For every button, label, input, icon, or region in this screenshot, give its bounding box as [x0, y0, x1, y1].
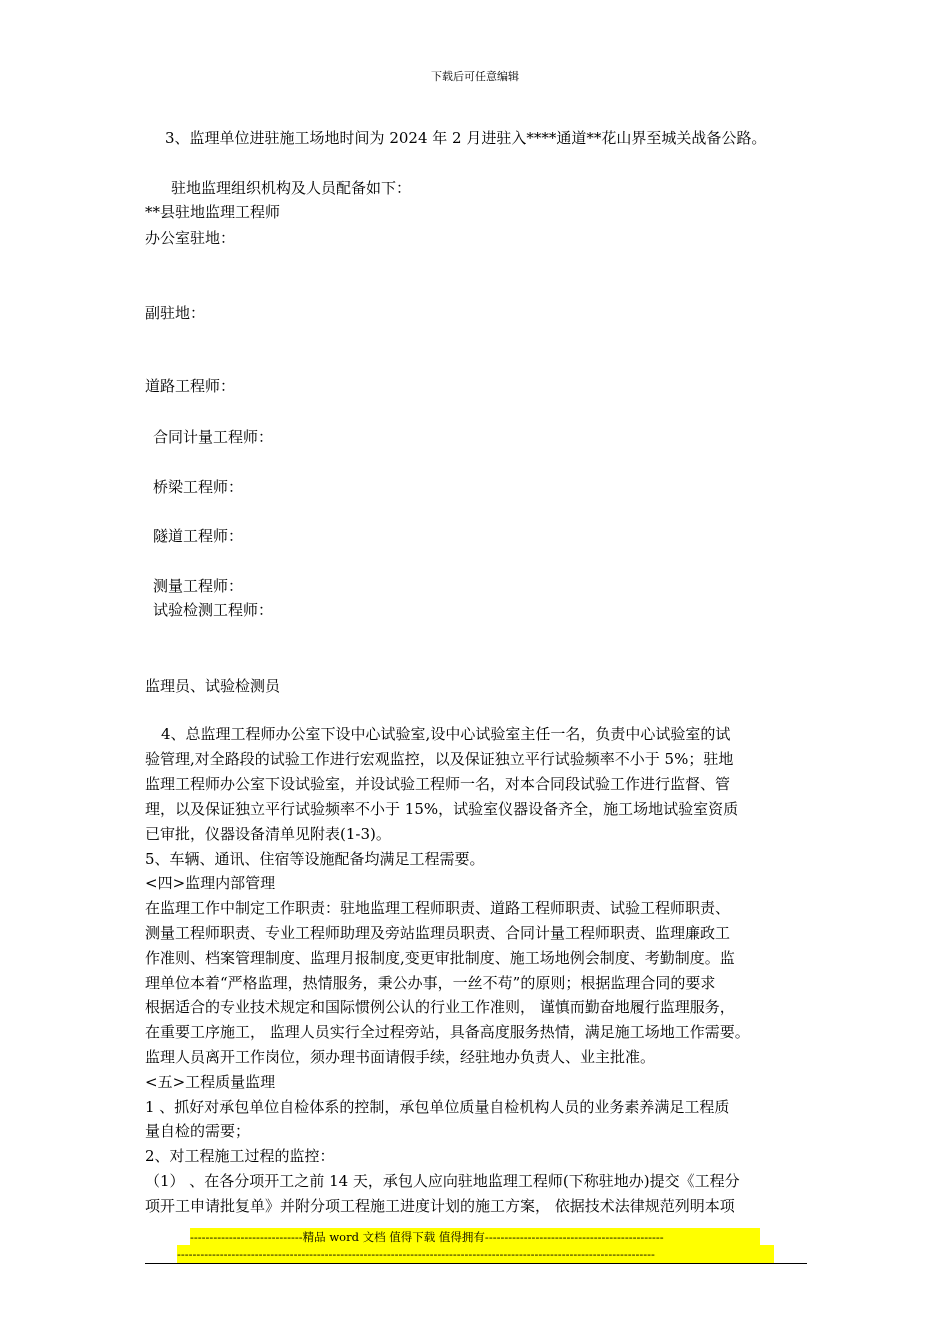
paragraph-line: 5、车辆、通讯、住宿等设施配备均满足工程需要。 — [145, 850, 485, 868]
paragraph-line: 3、监理单位进驻施工场地时间为 2024 年 2 月进驻入****通道**花山界至城关战备公路。 — [165, 129, 767, 147]
paragraph-line: 监理员、试验检测员 — [145, 677, 281, 695]
paragraph-line: 已审批，仪器设备清单见附表(1-3)。 — [145, 825, 391, 843]
paragraph-line: 验管理,对全路段的试验工作进行宏观监控，以及保证独立平行试验频率不小于 5%；驻地 — [145, 750, 734, 768]
section-heading: <四>监理内部管理 — [145, 874, 276, 892]
page-header: 下载后可任意编辑 — [431, 70, 519, 83]
paragraph-line: 隧道工程师： — [153, 527, 244, 545]
paragraph-line: 在监理工作中制定工作职责：驻地监理工程师职责、道路工程师职责、试验工程师职责、 — [145, 899, 731, 917]
paragraph-line: **县驻地监理工程师 — [145, 203, 281, 221]
paragraph-line: 桥梁工程师： — [153, 478, 244, 496]
footer-rule — [145, 1263, 807, 1264]
paragraph-line: 4、总监理工程师办公室下设中心试验室,设中心试验室主任一名，负责中心试验室的试 — [161, 725, 731, 743]
paragraph-line: 监理人员离开工作岗位，须办理书面请假手续，经驻地办负责人、业主批准。 — [145, 1048, 656, 1066]
paragraph-line: 在重要工序施工， 监理人员实行全过程旁站，具备高度服务热情，满足施工场地工作需要。 — [145, 1023, 750, 1041]
paragraph-line: （1） 、在各分项开工之前 14 天，承包人应向驻地监理工程师(下称驻地办)提交《工程分 — [145, 1172, 740, 1190]
paragraph-line: 项开工申请批复单》并附分项工程施工进度计划的施工方案， 依据技术法律规范列明本项 — [145, 1197, 735, 1215]
paragraph-line: 副驻地： — [145, 304, 206, 322]
paragraph-line: 驻地监理组织机构及人员配备如下： — [171, 179, 412, 197]
footer-banner-dashes: --------------------------------------------------------------------------------------------------------------------------- — [177, 1245, 774, 1263]
paragraph-line: 测量工程师职责、专业工程师助理及旁站监理员职责、合同计量工程师职责、监理廉政工 — [145, 924, 731, 942]
paragraph-line: 2、对工程施工过程的监控： — [145, 1147, 335, 1165]
paragraph-line: 量自检的需要； — [145, 1122, 251, 1140]
paragraph-line: 试验检测工程师： — [153, 601, 274, 619]
paragraph-line: 监理工程师办公室下设试验室，并设试验工程师一名，对本合同段试验工作进行监督、管 — [145, 775, 731, 793]
paragraph-line: 合同计量工程师： — [153, 428, 274, 446]
footer-banner: -----------------------------精品 word 文档 值得下载 值得拥有---------------------------------------------- — [190, 1228, 760, 1246]
paragraph-line: 1 、抓好对承包单位自检体系的控制，承包单位质量自检机构人员的业务素养满足工程质 — [145, 1098, 730, 1116]
paragraph-line: 道路工程师： — [145, 377, 236, 395]
paragraph-line: 理单位本着“严格监理，热情服务，秉公办事，一丝不苟”的原则；根据监理合同的要求 — [145, 974, 716, 992]
section-heading: <五>工程质量监理 — [145, 1073, 276, 1091]
paragraph-line: 测量工程师： — [153, 577, 244, 595]
paragraph-line: 办公室驻地： — [145, 229, 236, 247]
paragraph-line: 根据适合的专业技术规定和国际惯例公认的行业工作准则， 谨慎而勤奋地履行监理服务， — [145, 998, 735, 1016]
paragraph-line: 理，以及保证独立平行试验频率不小于 15%，试验室仪器设备齐全，施工场地试验室资质 — [145, 800, 739, 818]
paragraph-line: 作准则、档案管理制度、监理月报制度,变更审批制度、施工场地例会制度、考勤制度。监 — [145, 949, 735, 967]
